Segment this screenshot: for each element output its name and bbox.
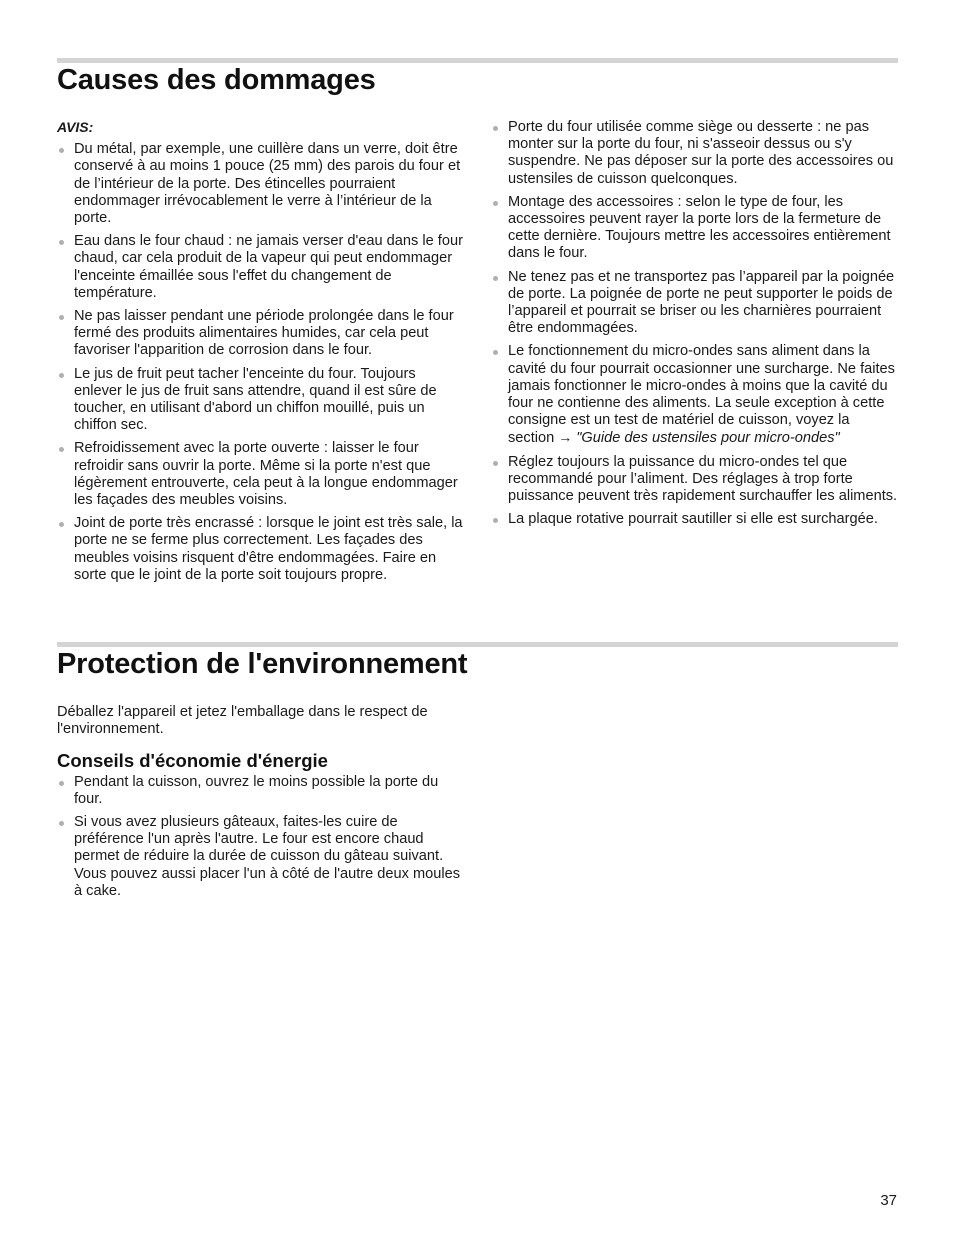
list-item: Eau dans le four chaud : ne jamais verser d'eau dans le four chaud, car cela produit de la vapeur qui peut endommager l'enceinte émaillée sous l'effet du changement de température. [57, 233, 463, 302]
bullet-icon [493, 461, 498, 466]
cross-reference-arrow-icon: → [558, 429, 573, 446]
list-item: Ne pas laisser pendant une période prolongée dans le four fermé des produits alimentaires humides, car cela peut favoriser l'apparition de corrosion dans le four. [57, 308, 463, 360]
cross-reference-link[interactable]: "Guide des ustensiles pour micro-ondes" [576, 430, 840, 447]
bullet-icon [493, 518, 498, 523]
list-item: Ne tenez pas et ne transportez pas l’appareil par la poignée de porte. La poignée de porte ne peut supporter le poids de l’appareil et pourrait se briser ou les charnières pourraient être endommagées. [491, 269, 898, 338]
bullet-icon [59, 447, 64, 452]
bullet-icon [59, 148, 64, 153]
section-title-damages: Causes des dommages [57, 64, 376, 96]
list-item: Joint de porte très encrassé : lorsque le joint est très sale, la porte ne se ferme plus correctement. Les façades des meubles voisins risquent d'être endommagées. Faire en sorte que le joint de la porte soit toujours propre. [57, 515, 463, 584]
bullet-icon [59, 781, 64, 786]
environment-intro: Déballez l'appareil et jetez l'emballage dans le respect de l'environnement. [57, 704, 428, 738]
list-item: Refroidissement avec la porte ouverte : laisser le four refroidir sans ouvrir la porte. Même si la porte n'est que légèrement entrouverte, cela peut à la longue endommager les façades des meubles voisins. [57, 440, 463, 509]
bullet-icon [59, 240, 64, 245]
bullet-icon [59, 315, 64, 320]
list-item: La plaque rotative pourrait sautiller si elle est surchargée. [491, 511, 898, 528]
bullet-icon [59, 821, 64, 826]
section-title-environment: Protection de l'environnement [57, 648, 468, 680]
list-item: Pendant la cuisson, ouvrez le moins possible la porte du four. [57, 774, 463, 808]
list-item: Le jus de fruit peut tacher l'enceinte du four. Toujours enlever le jus de fruit sans attendre, quand il est sûre de toucher, en utilisant d'abord un chiffon mouillé, puis un chiffon sec. [57, 366, 463, 435]
page-number: 37 [880, 1192, 897, 1209]
list-item: Le fonctionnement du micro-ondes sans aliment dans la cavité du four pourrait occasionner une surcharge. Ne faites jamais fonctionner le micro-ondes à moins que la cavité du four ne contienne des aliments. La seule exception à cette consigne est un test de matériel de cuisson, voyez la section → "Guide des ustensiles pour micro-ondes" [491, 343, 898, 447]
list-item: Si vous avez plusieurs gâteaux, faites-les cuire de préférence l'un après l'autre. Le four est encore chaud permet de réduire la durée de cuisson du gâteau suivant. Vous pouvez aussi placer l'un à côté de l'autre deux moules à cake. [57, 814, 463, 900]
notice-label: AVIS: [57, 119, 94, 135]
bullet-icon [493, 126, 498, 131]
environment-column [57, 704, 463, 906]
bullet-icon [59, 373, 64, 378]
energy-tips-heading: Conseils d'économie d'énergie [57, 750, 328, 772]
bullet-icon [493, 276, 498, 281]
bullet-icon [59, 522, 64, 527]
damages-left-column [57, 119, 463, 590]
damages-right-column [491, 119, 898, 534]
damages-left-list [57, 141, 463, 584]
damages-right-list [491, 119, 898, 528]
energy-tips-list [57, 774, 463, 900]
section-divider [57, 642, 898, 647]
list-item: Du métal, par exemple, une cuillère dans un verre, doit être conservé à au moins 1 pouce (25 mm) des parois du four et de l’intérieur de la porte. Des étincelles pourraient endommager irrévocablement le verre à l’intérieur de la porte. [57, 141, 463, 227]
section-divider [57, 58, 898, 63]
bullet-icon [493, 350, 498, 355]
list-item: Montage des accessoires : selon le type de four, les accessoires peuvent rayer la porte lors de la fermeture de cette dernière. Toujours mettre les accessoires entièrement dans le four. [491, 194, 898, 263]
list-item: Porte du four utilisée comme siège ou desserte : ne pas monter sur la porte du four, ni s'asseoir dessus ou s'y suspendre. Ne pas déposer sur la porte des accessoires ou ustensiles de cuisson quelconques. [491, 119, 898, 188]
list-item: Réglez toujours la puissance du micro-ondes tel que recommandé pour l’aliment. Des réglages à trop forte puissance peuvent très rapidement surchauffer les aliments. [491, 454, 898, 506]
bullet-icon [493, 201, 498, 206]
